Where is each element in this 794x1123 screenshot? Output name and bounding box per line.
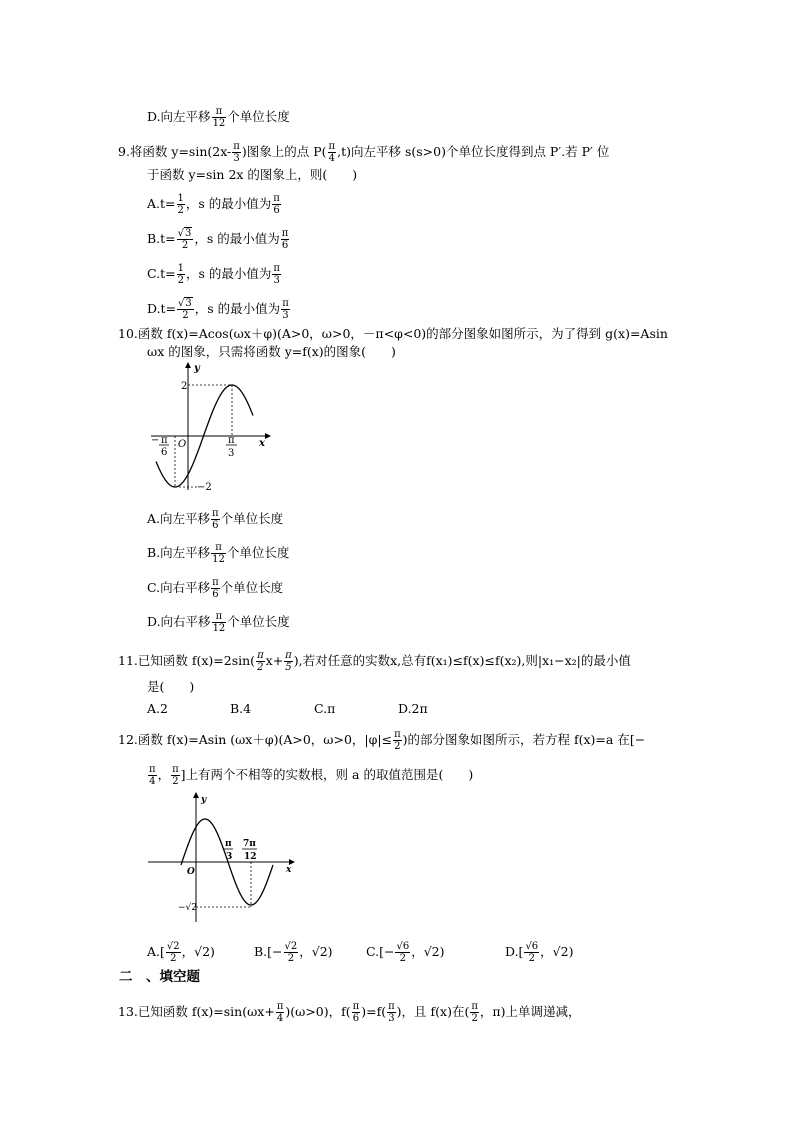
q12-option-c: C.[− $\frac{√6}{2}$ ，√2)	[366, 941, 445, 964]
fraction: $\frac{\pi}{3}$	[233, 141, 240, 164]
q10-y-arrow	[185, 362, 191, 368]
q10-x-axis-label: x	[259, 438, 265, 449]
q12-option-b: B.[− $\frac{√2}{2}$ ，√2)	[254, 941, 333, 964]
q10-stem-line1: 10.函数 f(x)=Acos(ωx＋φ)(A>0，ω>0，－π<φ<0)的部分图象如图所示，为了得到 g(x)=Asin	[118, 326, 668, 341]
q12-tick1-num: π	[225, 839, 232, 849]
q10-stem-line2: ωx 的图象，只需将函数 y=f(x)的图象( )	[147, 344, 396, 359]
q10-right-tick-den: 3	[228, 448, 235, 459]
q10-option-c: C.向右平移 $\frac{\pi}{6}$ 个单位长度	[147, 577, 284, 600]
q12-y-axis-label: y	[201, 795, 207, 805]
q12-ymin-label: −√2	[178, 903, 198, 913]
q9-option-d: D.t= $\frac{√3}{2}$ ，s 的最小值为 $\frac{\pi}{3}$	[147, 298, 289, 321]
q12-tick2-num: 7π	[243, 839, 256, 849]
q10-ymin-label: −2	[197, 482, 212, 493]
q10-y-axis-label: y	[194, 363, 200, 374]
q10-right-tick-num: π	[228, 435, 235, 446]
fraction: $\frac{\pi}{4}$	[328, 141, 336, 164]
q10-origin-label: O	[178, 439, 187, 450]
section-heading-fill-in: 二 、填空题	[119, 969, 200, 985]
q9-option-b: B.t= $\frac{√3}{2}$ ，s 的最小值为 $\frac{\pi}{6}$	[147, 228, 289, 251]
q12-tick1-den: 3	[226, 852, 233, 862]
q11-stem-line1: 11.已知函数 f(x)=2sin( $\frac{\pi}{2}$ x+ $\frac{\pi}{5}$ ),若对任意的实数x,总有f(x₁)≤f(x)≤f(x₂),则|x₁−x₂|的最小值	[118, 650, 631, 673]
q8-option-d: D.向左平移 $\frac{\pi}{12}$ 个单位长度	[147, 106, 290, 129]
q10-graph	[147, 360, 272, 500]
q12-x-axis-label: x	[286, 865, 292, 875]
q12-option-a: A.[ $\frac{√2}{2}$ ，√2)	[147, 941, 215, 964]
q11-option-d: D.2π	[398, 701, 428, 716]
q12-stem-line2: $\frac{\pi}{4}$ ， $\frac{\pi}{2}$ ]上有两个不相等的实数根，则 a 的取值范围是( )	[149, 764, 474, 787]
q10-option-b: B.向左平移 $\frac{\pi}{12}$ 个单位长度	[147, 542, 290, 565]
q13-stem-line1: 13.已知函数 f(x)=sin(ωx+ $\frac{\pi}{4}$ )(ω>0)，f( $\frac{\pi}{6}$ )=f( $\frac{\pi}{3}$ )，且 f(x)在( $\frac{\pi}{2}$ ，π)上单调递减，	[118, 1001, 581, 1024]
q12-graph	[145, 790, 300, 925]
q10-option-d: D.向右平移 $\frac{\pi}{12}$ 个单位长度	[147, 611, 290, 634]
q12-tick2-den: 12	[244, 852, 257, 862]
fraction: $\frac{\pi}{12}$	[212, 106, 226, 129]
q12-stem-line1: 12.函数 f(x)=Asin (ωx＋φ)(A>0，ω>0，|φ|≤ $\frac{\pi}{2}$ )的部分图象如图所示，若方程 f(x)=a 在[−	[118, 729, 646, 752]
q10-left-tick-sign: −	[151, 435, 160, 446]
q9-stem-line1: 9.将函数 y=sin(2x- $\frac{\pi}{3}$ )图象上的点 P( $\frac{\pi}{4}$ ,t)向左平移 s(s>0)个单位长度得到点 P′.若 P′ 位	[118, 141, 610, 164]
q10-left-tick-num: π	[161, 435, 168, 446]
q11-option-c: C.π	[314, 701, 336, 716]
q11-stem-line2: 是( )	[147, 679, 195, 694]
q10-option-a: A.向左平移 $\frac{\pi}{6}$ 个单位长度	[147, 508, 284, 531]
q10-x-arrow	[265, 433, 271, 439]
q12-option-d: D.[ $\frac{√6}{2}$ ，√2)	[505, 941, 574, 964]
q10-left-tick-den: 6	[161, 447, 168, 458]
q9-option-a: A.t= $\frac{1}{2}$ ，s 的最小值为 $\frac{\pi}{6}$	[147, 193, 280, 216]
q11-option-b: B.4	[230, 701, 252, 716]
q9-stem-line2: 于函数 y=sin 2x 的图象上，则( )	[147, 167, 358, 182]
q10-ymax-label: 2	[181, 381, 188, 392]
q12-y-arrow	[193, 792, 199, 798]
q9-option-c: C.t= $\frac{1}{2}$ ，s 的最小值为 $\frac{\pi}{3}$	[147, 263, 280, 286]
q11-option-a: A.2	[147, 701, 168, 716]
q12-origin-label: O	[187, 867, 195, 877]
